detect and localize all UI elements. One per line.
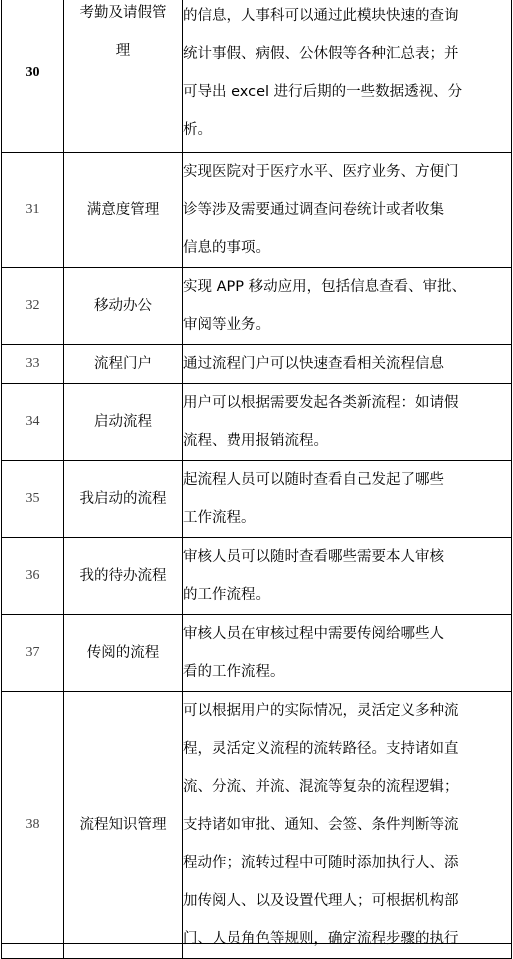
table-body [2,0,512,959]
table-row [2,615,512,692]
table-row [2,692,512,959]
function-description [183,0,512,153]
description-line: 支持诸如审批、通知、会签、条件判断等流 [183,817,459,833]
description-line: 审核人员在审核过程中需要传阅给哪些人 [183,626,444,642]
table-bottom-border [1,943,511,944]
function-name [64,384,183,461]
function-name-line: 传阅的流程 [86,645,160,661]
description-line: 程，灵活定义流程的流转路径。支持诸如直 [183,741,459,757]
description-line: 实现医院对于医疗水平、医疗业务、方便门 [183,164,459,180]
function-name-line: 启动流程 [94,414,152,430]
table-row [2,461,512,538]
function-name-line: 考勤及请假管 [79,5,167,21]
function-name [64,692,183,959]
function-description [183,345,512,384]
description-line: 信息的事项。 [183,240,270,256]
row-number: 33 [2,345,64,384]
description-line: 实现 APP 移动应用，包括信息查看、审批、 [183,279,467,295]
function-description [183,615,512,692]
row-number: 36 [2,538,64,615]
function-name [64,538,183,615]
description-line: 诊等涉及需要通过调查问卷统计或者收集 [183,202,444,218]
row-number: 31 [2,153,64,268]
description-line: 用户可以根据需要发起各类新流程：如请假 [183,395,459,411]
function-name-line: 满意度管理 [86,202,160,218]
description-line: 通过流程门户可以快速查看相关流程信息 [183,356,444,372]
row-number: 35 [2,461,64,538]
function-description [183,384,512,461]
description-line: 可以根据用户的实际情况，灵活定义多种流 [183,703,459,719]
function-name [64,268,183,345]
description-line: 析。 [183,122,212,138]
function-name-line: 移动办公 [94,298,152,314]
table-row [2,153,512,268]
description-line: 审核人员可以随时查看哪些需要本人审核 [183,549,444,565]
row-number: 30 [2,0,64,153]
description-line: 看的工作流程。 [183,664,285,680]
table-row [2,0,512,153]
function-name-line: 流程知识管理 [79,817,167,833]
function-name-line: 我启动的流程 [79,491,167,507]
description-line: 门、人员角色等规则，确定流程步骤的执行 [183,931,459,947]
description-line: 统计事假、病假、公休假等各种汇总表；并 [183,46,459,62]
row-number: 32 [2,268,64,345]
description-line: 流、分流、并流、混流等复杂的流程逻辑； [183,779,459,795]
row-number: 38 [2,692,64,959]
description-line: 流程、费用报销流程。 [183,433,328,449]
table-row [2,268,512,345]
function-name-line: 流程门户 [94,356,152,372]
description-line: 的信息，人事科可以通过此模块快速的查询 [183,8,459,24]
function-name-line: 我的待办流程 [79,568,167,584]
function-name-line: 理 [115,43,131,59]
function-description [183,538,512,615]
function-name [64,461,183,538]
function-description [183,692,512,959]
function-table [1,0,512,959]
description-line: 加传阅人、以及设置代理人；可根据机构部 [183,893,459,909]
function-description [183,461,512,538]
function-description [183,153,512,268]
function-name [64,615,183,692]
function-name [64,0,183,153]
function-name [64,345,183,384]
table-row [2,345,512,384]
description-line: 审阅等业务。 [183,317,270,333]
row-number: 34 [2,384,64,461]
description-line: 程动作；流转过程中可随时添加执行人、添 [183,855,459,871]
description-line: 起流程人员可以随时查看自己发起了哪些 [183,472,444,488]
description-line: 的工作流程。 [183,587,270,603]
table-row [2,538,512,615]
table-row [2,384,512,461]
function-name [64,153,183,268]
row-number: 37 [2,615,64,692]
function-description [183,268,512,345]
description-line: 可导出 excel 进行后期的一些数据透视、分 [183,84,463,100]
description-line: 工作流程。 [183,510,256,526]
